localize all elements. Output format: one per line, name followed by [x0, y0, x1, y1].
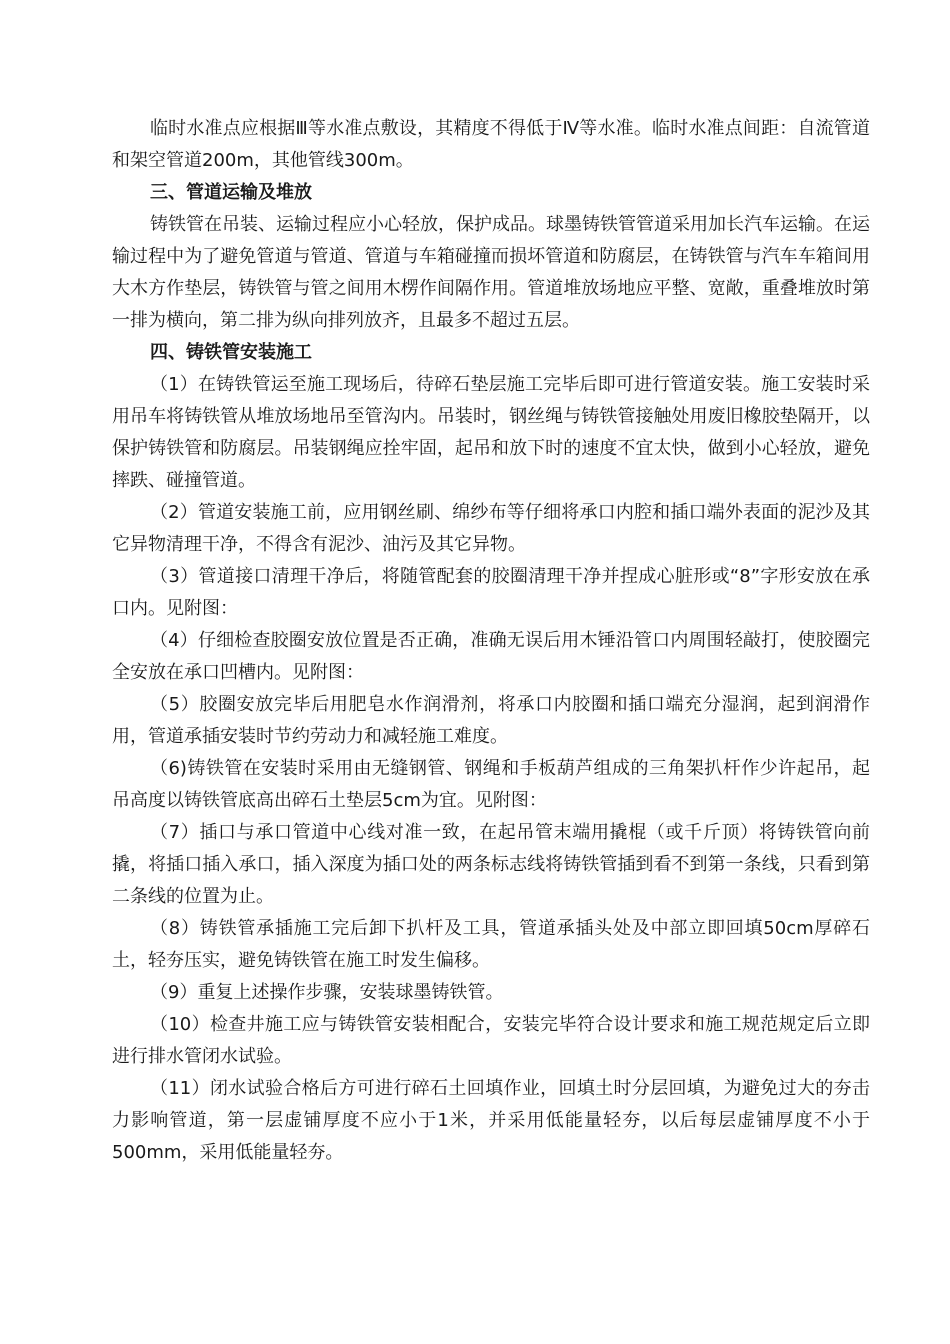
para-step-4: （4）仔细检查胶圈安放位置是否正确，准确无误后用木锤沿管口内周围轻敲打，使胶圈完全安放在承口凹槽内。见附图：	[112, 630, 870, 683]
para-step-5: （5）胶圈安放完毕后用肥皂水作润滑剂，将承口内胶圈和插口端充分湿润，起到润滑作用，管道承插安装时节约劳动力和减轻施工难度。	[112, 694, 870, 747]
para-benchmark: 临时水准点应根据Ⅲ等水准点敷设，其精度不得低于Ⅳ等水准。临时水准点间距：自流管道和架空管道200m，其他管线300m。	[112, 118, 870, 171]
document-page	[112, 113, 870, 1169]
para-transport: 铸铁管在吊装、运输过程应小心轻放，保护成品。球墨铸铁管管道采用加长汽车运输。在运输过程中为了避免管道与管道、管道与车箱碰撞而损坏管道和防腐层，在铸铁管与汽车车箱间用大木方作垫层，铸铁管与管之间用木楞作间隔作用。管道堆放场地应平整、宽敞，重叠堆放时第一排为横向，第二排为纵向排列放齐，且最多不超过五层。	[112, 214, 870, 331]
para-step-8: （8）铸铁管承插施工完后卸下扒杆及工具，管道承插头处及中部立即回填50cm厚碎石土，轻夯压实，避免铸铁管在施工时发生偏移。	[112, 918, 870, 971]
para-step-10: （10）检查井施工应与铸铁管安装相配合，安装完毕符合设计要求和施工规范规定后立即进行排水管闭水试验。	[112, 1014, 870, 1067]
heading-section-3: 三、管道运输及堆放	[150, 182, 312, 203]
para-step-6: （6)铸铁管在安装时采用由无缝钢管、钢绳和手板葫芦组成的三角架扒杆作少许起吊，起吊高度以铸铁管底高出碎石土垫层5cm为宜。见附图：	[112, 758, 870, 811]
para-step-2: （2）管道安装施工前，应用钢丝刷、绵纱布等仔细将承口内腔和插口端外表面的泥沙及其它异物清理干净，不得含有泥沙、油污及其它异物。	[112, 502, 870, 555]
para-step-7: （7）插口与承口管道中心线对准一致，在起吊管末端用撬棍（或千斤顶）将铸铁管向前撬，将插口插入承口，插入深度为插口处的两条标志线将铸铁管插到看不到第一条线，只看到第二条线的位置为止。	[112, 822, 870, 907]
para-step-3: （3）管道接口清理干净后，将随管配套的胶圈清理干净并捏成心脏形或“8”字形安放在承口内。见附图：	[112, 566, 870, 619]
heading-section-4: 四、铸铁管安装施工	[150, 342, 312, 363]
para-step-9: （9）重复上述操作步骤，安装球墨铸铁管。	[150, 982, 504, 1003]
para-step-11: （11）闭水试验合格后方可进行碎石土回填作业，回填土时分层回填，为避免过大的夯击力影响管道，第一层虚铺厚度不应小于1米，并采用低能量轻夯，以后每层虚铺厚度不小于500mm，采用低能量轻夯。	[112, 1078, 870, 1163]
para-step-1: （1）在铸铁管运至施工现场后，待碎石垫层施工完毕后即可进行管道安装。施工安装时采用吊车将铸铁管从堆放场地吊至管沟内。吊装时，钢丝绳与铸铁管接触处用废旧橡胶垫隔开，以保护铸铁管和防腐层。吊装钢绳应拴牢固，起吊和放下时的速度不宜太快，做到小心轻放，避免摔跌、碰撞管道。	[112, 374, 870, 491]
